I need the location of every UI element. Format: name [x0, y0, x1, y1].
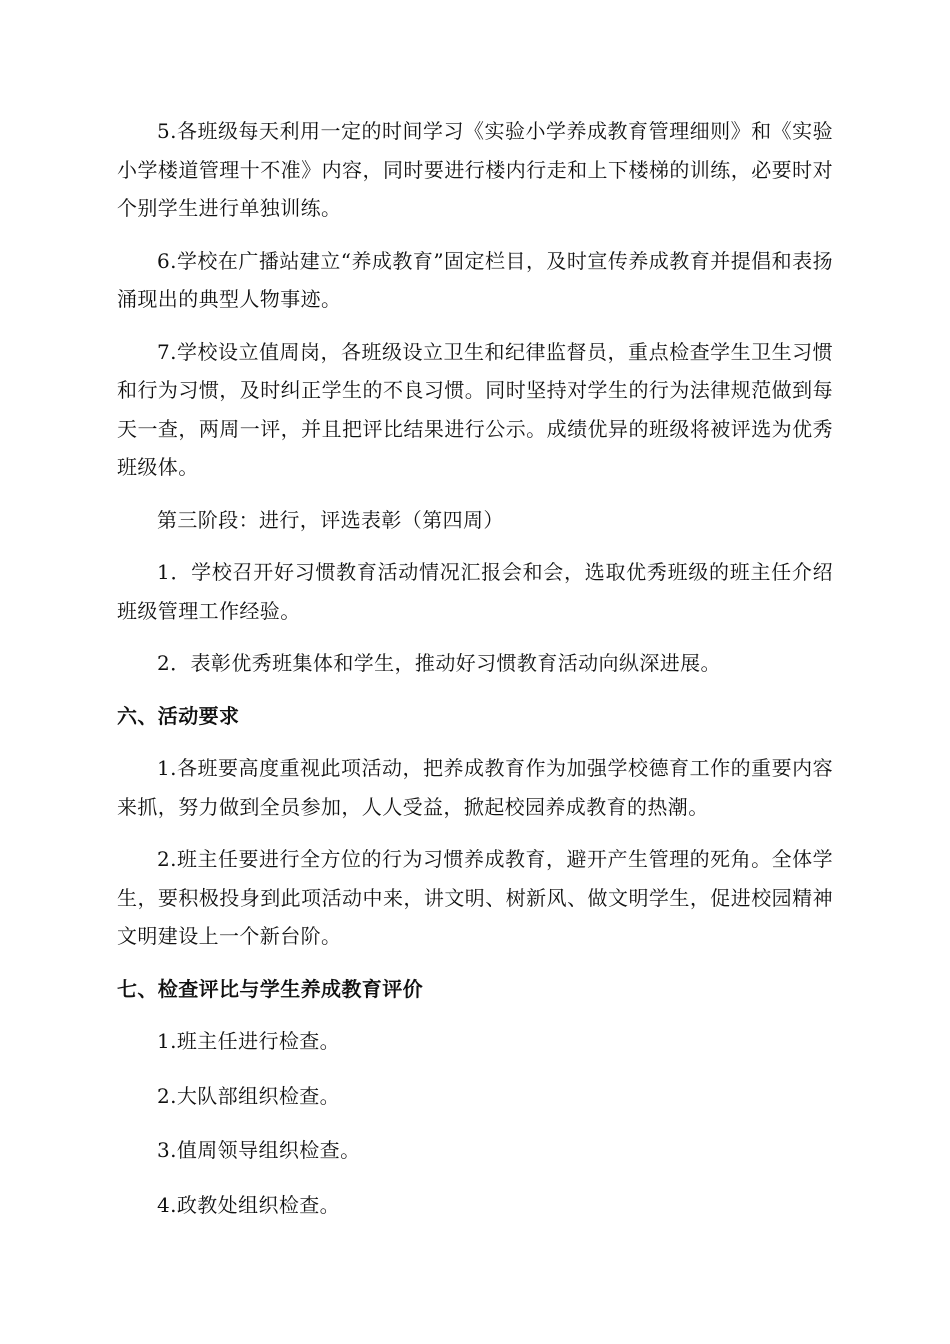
document-page [117, 112, 833, 1240]
evaluation-item-1: 1.班主任进行检查。 [157, 1029, 341, 1053]
evaluation-item-4: 4.政教处组织检查。 [157, 1192, 341, 1217]
evaluation-item-2: 2.大队部组织检查。 [157, 1083, 341, 1108]
stage-three-item-1: 1．学校召开好习惯教育活动情况汇报会和会，选取优秀班级的班主任介绍班级管理工作经验。 [117, 560, 833, 623]
paragraph-item-5: 5.各班级每天利用一定的时间学习《实验小学养成教育管理细则》和《实验小学楼道管理十不准》内容，同时要进行楼内行走和上下楼梯的训练，必要时对个别学生进行单独训练。 [117, 119, 833, 220]
paragraph-item-6: 6.学校在广播站建立“养成教育”固定栏目，及时宣传养成教育并提倡和表扬涌现出的典型人物事迹。 [117, 248, 833, 311]
requirement-item-1: 1.各班要高度重视此项活动，把养成教育作为加强学校德育工作的重要内容来抓，努力做到全员参加，人人受益，掀起校园养成教育的热潮。 [117, 756, 833, 819]
section-heading-evaluation: 七、检查评比与学生养成教育评价 [117, 976, 423, 1001]
stage-three-title: 第三阶段：进行，评选表彰（第四周） [157, 507, 504, 532]
evaluation-item-3: 3.值周领导组织检查。 [157, 1138, 361, 1162]
paragraph-item-7: 7.学校设立值周岗，各班级设立卫生和纪律监督员，重点检查学生卫生习惯和行为习惯，及时纠正学生的不良习惯。同时坚持对学生的行为法律规范做到每天一查，两周一评，并且把评比结果进行公示。成绩优异的班级将被评选为优秀班级体。 [117, 339, 833, 479]
stage-three-item-2: 2．表彰优秀班集体和学生，推动好习惯教育活动向纵深进展。 [157, 651, 721, 675]
section-heading-requirements: 六、活动要求 [117, 703, 240, 728]
requirement-item-2: 2.班主任要进行全方位的行为习惯养成教育，避开产生管理的死角。全体学生，要积极投身到此项活动中来，讲文明、树新风、做文明学生，促进校园精神文明建设上一个新台阶。 [117, 847, 833, 948]
